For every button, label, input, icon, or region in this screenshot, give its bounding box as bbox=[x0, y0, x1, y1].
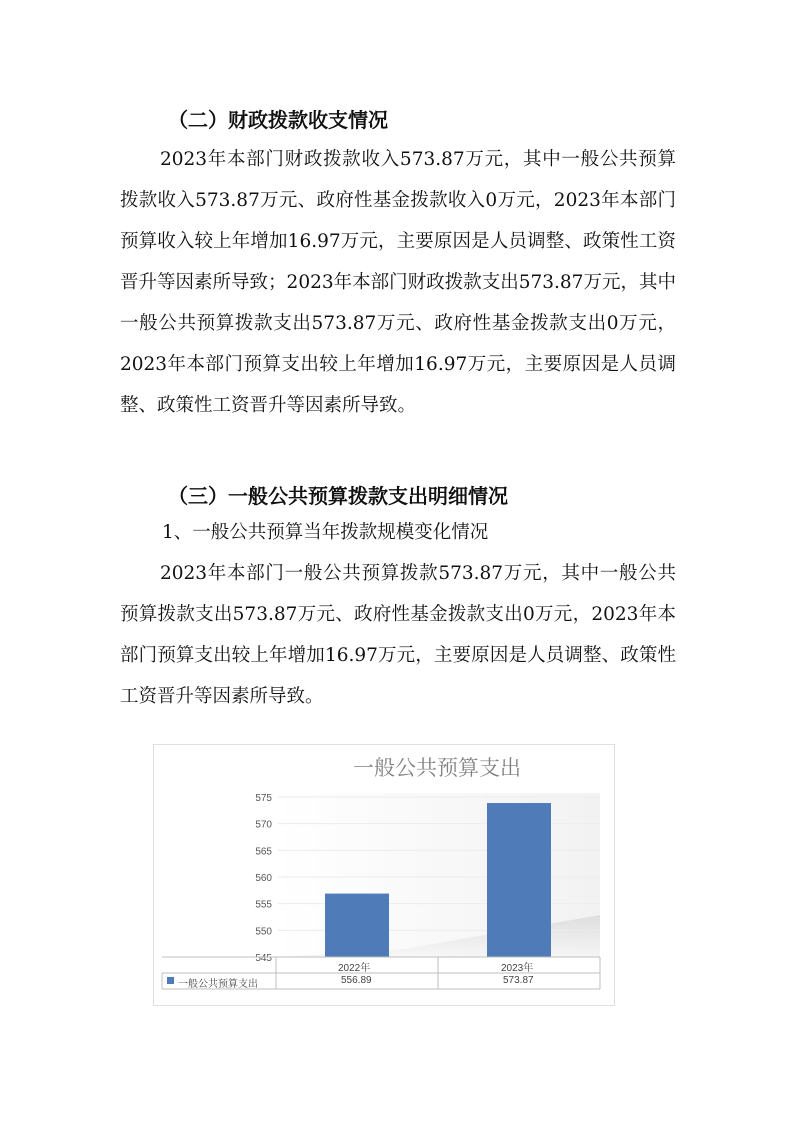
y-tick-label: 545 bbox=[255, 953, 272, 964]
chart-title: 一般公共预算支出 bbox=[353, 756, 521, 780]
bar-2022年 bbox=[325, 894, 389, 957]
category-label-2022: 2022年 bbox=[338, 963, 371, 974]
section-heading-fiscal-revenue-expenditure: （二）财政拨款收支情况 bbox=[168, 108, 388, 132]
y-tick-label: 570 bbox=[255, 819, 272, 831]
y-tick-label: 550 bbox=[255, 926, 272, 938]
legend-series-name: 一般公共预算支出 bbox=[178, 979, 258, 990]
value-label-2023: 573.87 bbox=[503, 975, 534, 986]
value-label-2022: 556.89 bbox=[341, 975, 372, 986]
chart-canvas bbox=[154, 745, 614, 1005]
y-tick-label: 560 bbox=[255, 873, 272, 884]
section-heading-general-budget-detail: （三）一般公共预算拨款支出明细情况 bbox=[168, 484, 508, 508]
general-budget-paragraph: 2023年本部门一般公共预算拨款573.87万元，其中一般公共预算拨款支出573.87万元、政府性基金拨款支出0万元，2023年本部门预算支出较上年增加16.97万元，主要原因是人员调整、政策性工资晋升等因素所导致。 bbox=[120, 563, 676, 707]
y-tick-label: 555 bbox=[255, 899, 272, 911]
y-tick-label: 565 bbox=[255, 846, 272, 858]
subsection-item-1: 1、一般公共预算当年拨款规模变化情况 bbox=[162, 522, 489, 543]
chart-y-axis bbox=[255, 793, 272, 964]
general-budget-chart bbox=[153, 744, 615, 1006]
y-tick-label: 575 bbox=[255, 793, 272, 804]
fiscal-summary-paragraph: 2023年本部门财政拨款收入573.87万元，其中一般公共预算拨款收入573.87万元、政府性基金拨款收入0万元，2023年本部门预算收入较上年增加16.97万元，主要原因是人员调整、政策性工资晋升等因素所导致；2023年本部门财政拨款支出573.87万元，其中一般公共预算拨款支出573.87万元、政府性基金拨款支出0万元，2023年本部门预算支出较上年增加16.97万元，主要原因是人员调整、政策性工资晋升等因素所导致。 bbox=[120, 149, 676, 416]
category-label-2023: 2023年 bbox=[501, 963, 534, 974]
bar-2023年 bbox=[487, 803, 551, 957]
legend-swatch bbox=[167, 977, 174, 984]
